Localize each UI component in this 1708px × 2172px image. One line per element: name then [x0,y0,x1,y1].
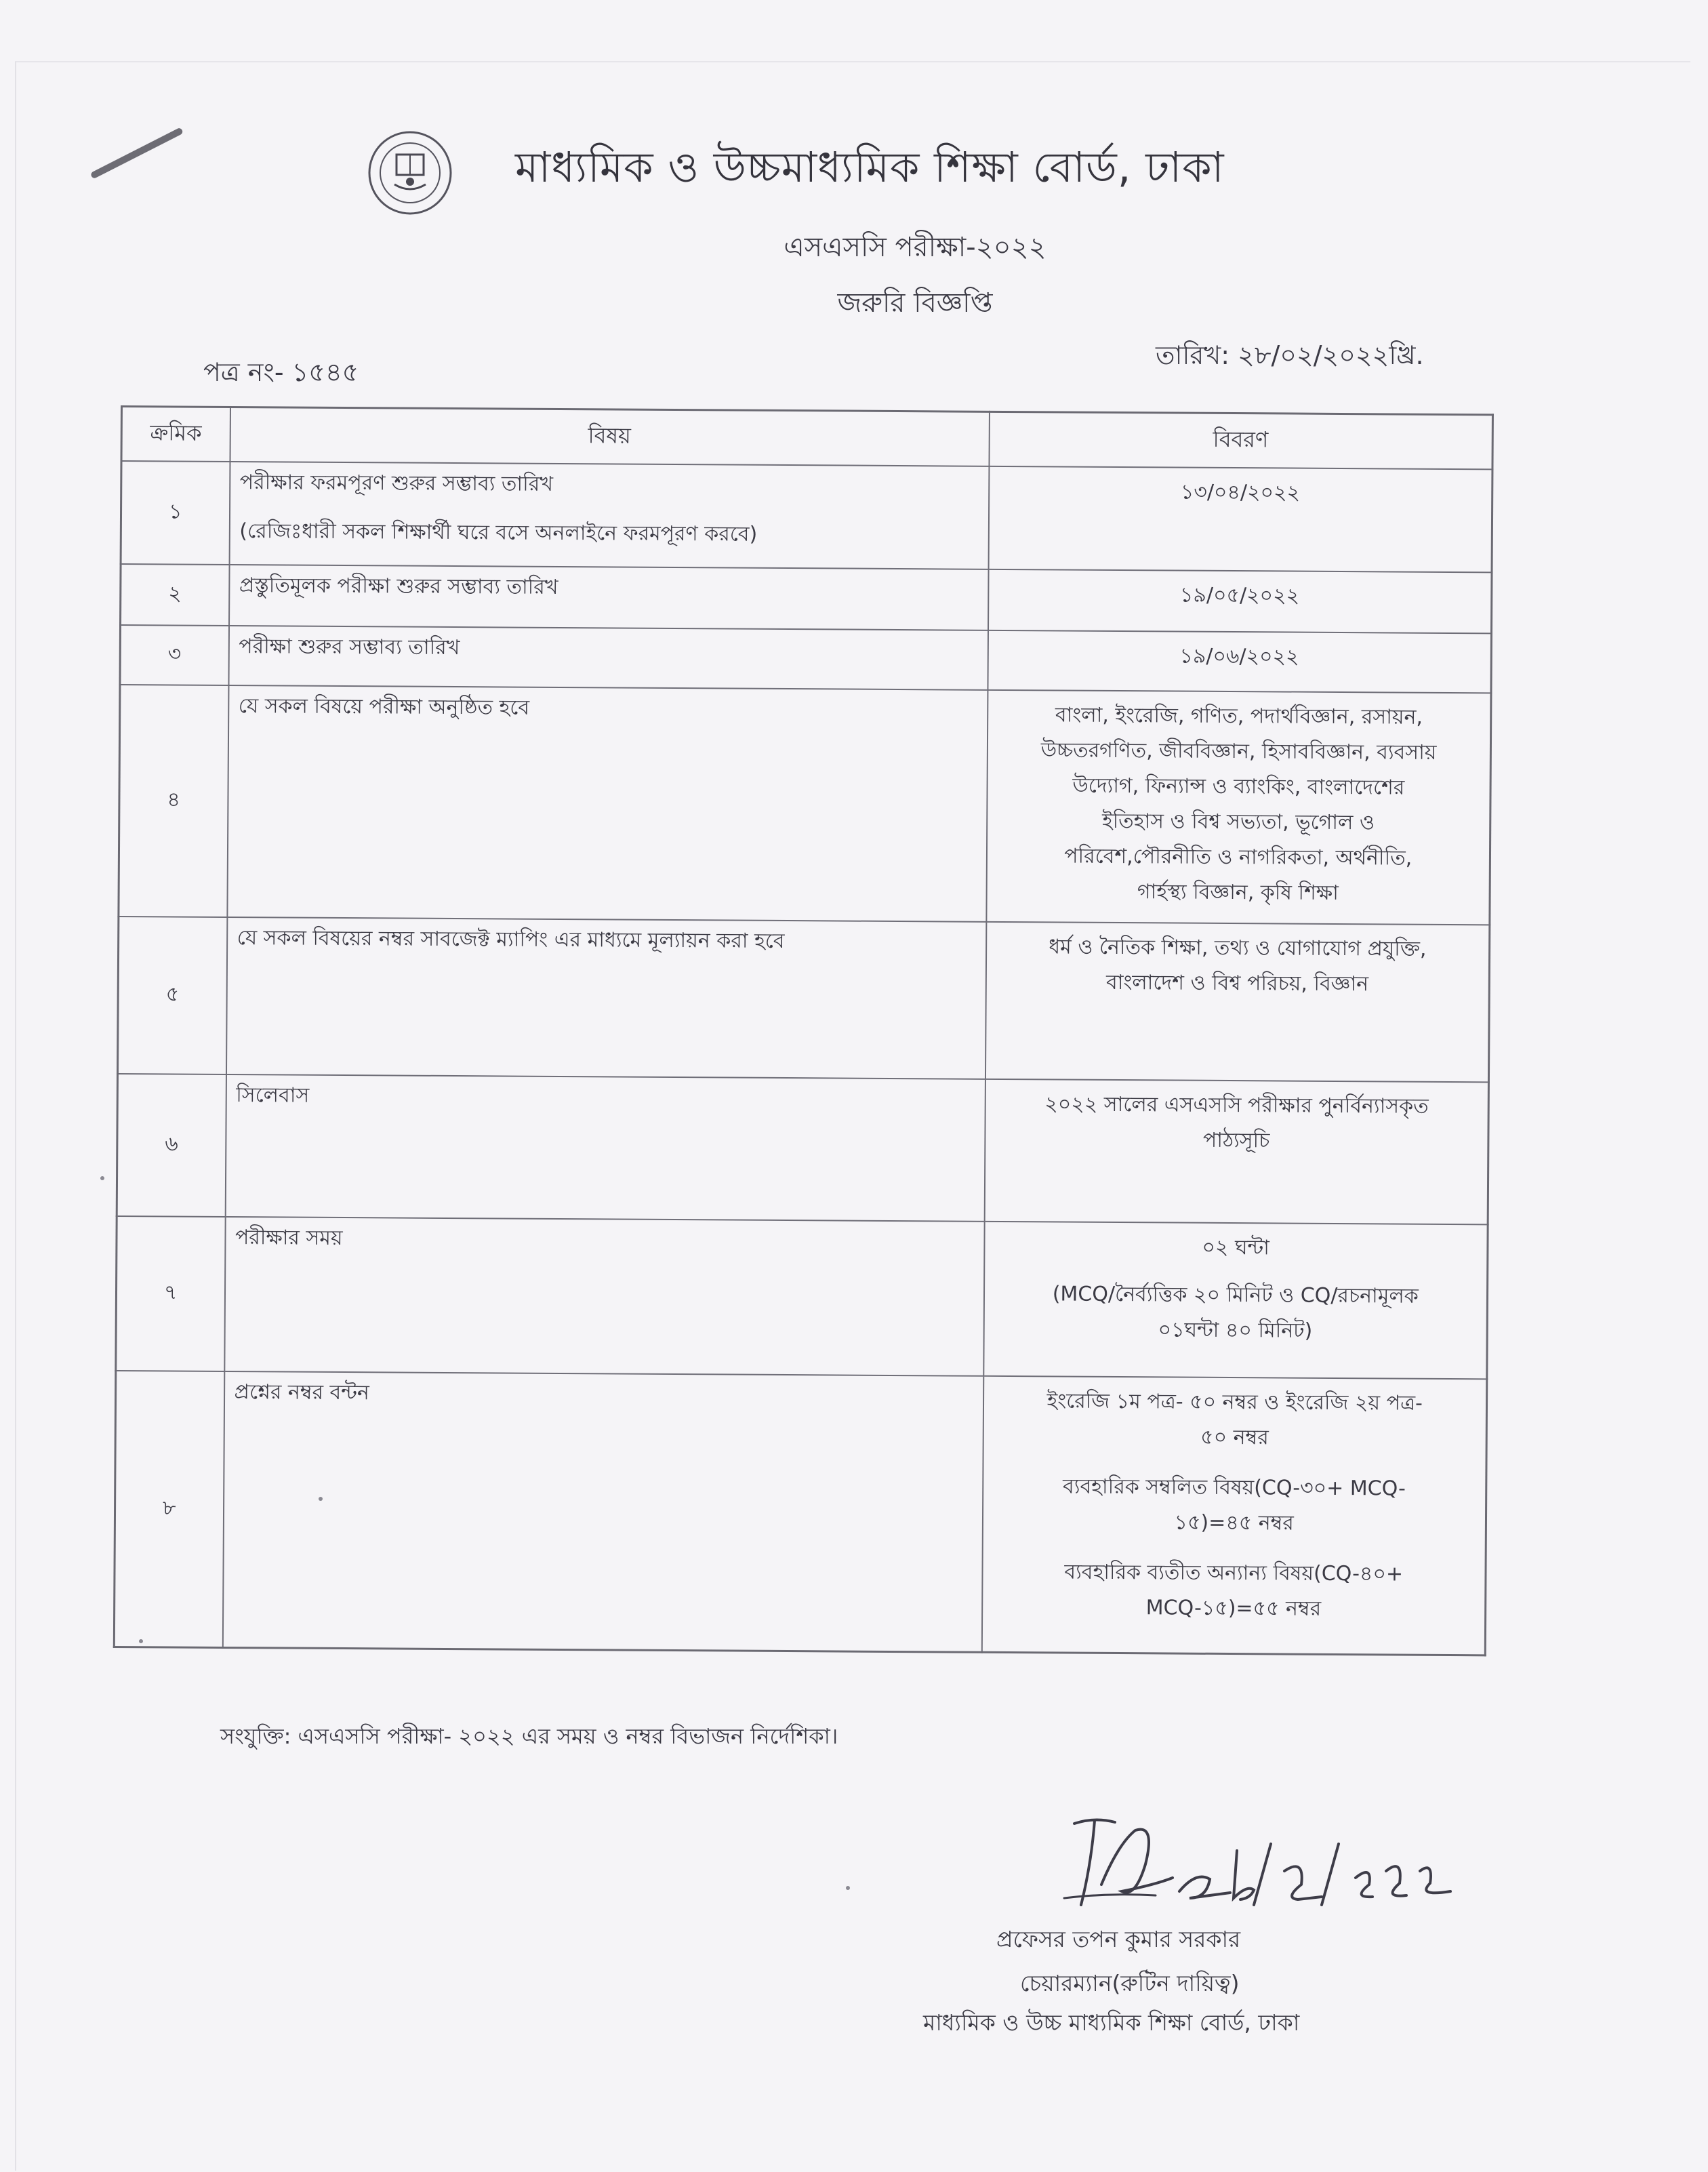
signatory-name: প্রফেসর তপন কুমার সরকার [996,1926,1241,1952]
detail-line: ১৩/০৪/২০২২ [1180,480,1301,505]
row-details [985,921,1489,1082]
detail-line: ০১ঘন্টা ৪০ মিনিট) [1158,1317,1313,1343]
notice-title: জরুরি বিজ্ঞপ্তি [837,287,993,319]
row-subject-text: প্রস্তুতিমূলক পরীক্ষা শুরুর সম্ভাব্য তারিখ [239,573,558,599]
board-title: মাধ্যমিক ও উচ্চমাধ্যমিক শিক্ষা বোর্ড, ঢাকা [515,142,1225,192]
row-serial: ৮ [114,1370,224,1647]
scan-speck [139,1639,143,1643]
detail-line: (MCQ/নৈর্ব্যত্তিক ২০ মিনিট ও CQ/রচনামূলক [1052,1281,1419,1308]
row-subject-text: সিলেবাস [236,1083,310,1108]
detail-line: ২০২২ সালের এসএসসি পরীক্ষার পুনর্বিন্যাসকৃত [1044,1091,1429,1119]
header-serial: ক্রমিক [121,407,230,462]
row-subject [224,1216,984,1375]
handwritten-signature [1054,1803,1515,1918]
row-subject [225,1074,985,1221]
table-row [121,564,1492,633]
row-subject [228,625,988,689]
detail-line: ০২ ঘন্টা [1202,1235,1269,1260]
row-serial: ২ [121,564,230,626]
row-subject-text: পরীক্ষা শুরুর সম্ভাব্য তারিখ [239,634,460,660]
row-serial: ৫ [117,916,226,1074]
signatory-designation: চেয়ারম্যান(রুটিন দায়িত্ব) [1020,1970,1240,1996]
row-subject-note: (রেজিঃধারী সকল শিক্ষার্থী ঘরে বসে অনলাইনে ফরমপূরণ করবে) [239,519,758,546]
board-seal-icon [366,129,454,217]
row-serial: ৪ [119,685,228,917]
row-subject [227,685,988,921]
scan-speck [846,1886,850,1890]
detail-line: ধর্ম ও নৈতিক শিক্ষা, তথ্য ও যোগাযোগ প্রযুক্তি, [1049,934,1427,961]
row-subject [226,917,985,1079]
row-details [981,1375,1486,1655]
row-details [983,1221,1488,1379]
detail-line: উদ্যোগ, ফিন্যান্স ও ব্যাংকিং, বাংলাদেশের [1072,773,1405,800]
row-subject-text: প্রশ্নের নম্বর বন্টন [234,1380,369,1405]
row-subject [229,564,989,630]
table-row [117,1073,1488,1224]
letter-date: তারিখ: ২৮/০২/২০২২খ্রি. [1156,340,1424,370]
row-subject-text: পরীক্ষার ফরমপূরণ শুরুর সম্ভাব্য তারিখ [239,470,554,496]
attachment-note: সংযুক্তি: এসএসসি পরীক্ষা- ২০২২ এর সময় ও নম্বর বিভাজন নির্দেশিকা। [220,1723,838,1749]
detail-line: MCQ-১৫)=৫৫ নম্বর [1145,1595,1322,1621]
detail-line: পরিবেশ,পৌরনীতি ও নাগরিকতা, অর্থনীতি, [1064,844,1412,870]
row-details [988,466,1492,572]
detail-line: ১৫)=৪৫ নম্বর [1174,1510,1294,1535]
row-subject-text: যে সকল বিষয়ে পরীক্ষা অনুষ্ঠিত হবে [238,693,530,720]
detail-line: বাংলা, ইংরেজি, গণিত, পদার্থবিজ্ঞান, রসায়ন, [1055,702,1423,729]
table-row [121,461,1492,572]
scan-speck [100,1176,104,1180]
row-serial: ৬ [117,1073,226,1216]
table-row [117,916,1489,1081]
header-details: বিবরণ [989,411,1492,469]
row-subject-text: পরীক্ষার সময় [235,1225,343,1250]
detail-line: ৫০ নম্বর [1200,1425,1269,1449]
table-row [120,625,1491,693]
detail-line: উচ্চতরগণিত, জীববিজ্ঞান, হিসাববিজ্ঞান, ব্যবসায় [1040,738,1437,765]
table-header-row [121,407,1492,469]
detail-line: গার্হস্থ্য বিজ্ঞান, কৃষি শিক্ষা [1137,879,1339,905]
detail-line: ব্যবহারিক সম্বলিত বিষয়(CQ-৩০+ MCQ- [1063,1474,1406,1501]
letter-number: পত্র নং- ১৫৪৫ [203,357,359,387]
row-serial: ৩ [120,625,229,685]
row-serial: ৭ [116,1215,225,1371]
detail-line: বাংলাদেশ ও বিশ্ব পরিচয়, বিজ্ঞান [1105,970,1369,996]
row-details [988,630,1492,693]
table-row [116,1215,1488,1378]
table-row [114,1370,1486,1655]
row-subject [229,461,989,569]
detail-line: ১৯/০৫/২০২২ [1179,583,1300,608]
schedule-table [113,405,1494,1656]
detail-line: ১৯/০৬/২০২২ [1179,644,1299,669]
row-details [984,1079,1488,1224]
detail-line: ব্যবহারিক ব্যতীত অন্যান্য বিষয়(CQ-৪০+ [1064,1560,1404,1586]
row-details [988,569,1492,633]
header-subject: বিষয় [230,407,989,466]
exam-title: এসএসসি পরীক্ষা-২০২২ [784,232,1046,263]
table-row [119,685,1491,925]
detail-line: পাঠ্যসূচি [1202,1128,1270,1152]
detail-line: ইতিহাস ও বিশ্ব সভ্যতা, ভূগোল ও [1101,809,1375,834]
detail-line: ইংরেজি ১ম পত্র- ৫০ নম্বর ও ইংরেজি ২য় পত্র- [1046,1388,1423,1415]
scan-speck [319,1497,323,1501]
row-subject [222,1371,983,1652]
signatory-office: মাধ্যমিক ও উচ্চ মাধ্যমিক শিক্ষা বোর্ড, ঢাকা [923,2009,1300,2036]
row-subject-text: যে সকল বিষয়ের নম্বর সাবজেক্ট ম্যাপিং এর মাধ্যমে মূল্যায়ন করা হবে [237,925,785,953]
row-details [986,689,1491,925]
row-serial: ১ [121,461,230,565]
